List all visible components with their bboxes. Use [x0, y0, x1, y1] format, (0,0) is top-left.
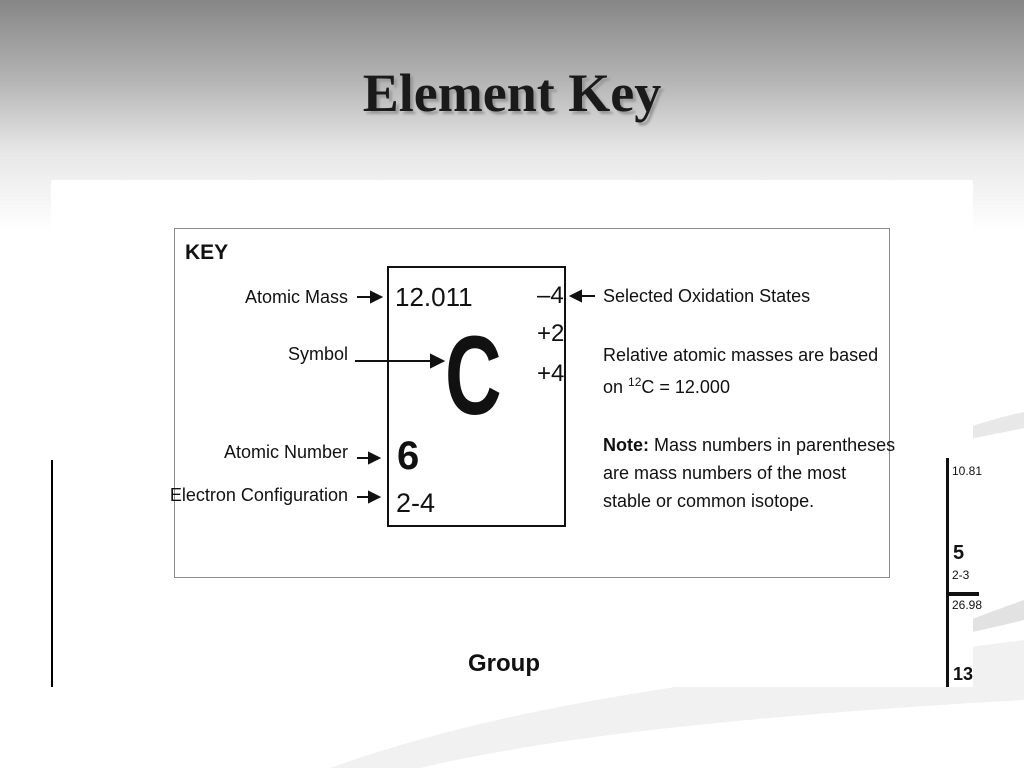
peek-aluminum-number: 13: [953, 664, 974, 684]
relative-mass-note-line1: Relative atomic masses are based: [603, 345, 879, 365]
label-electron-configuration: Electron Configuration: [169, 485, 348, 505]
mass-note-line3: stable or common isotope.: [603, 491, 815, 511]
note-label: Note:: [603, 435, 649, 455]
peek-aluminum-mass: 26.98: [952, 598, 983, 612]
element-atomic-number: 6: [397, 434, 420, 478]
periodic-table-edge: [946, 458, 983, 687]
mass-superscript: 12: [628, 375, 642, 389]
element-key-box: [169, 228, 896, 578]
atomic-number-arrow: [369, 453, 379, 463]
oxidation-state-1: –4: [537, 282, 564, 309]
element-cell-carbon: [387, 266, 566, 527]
element-atomic-mass: 12.011: [395, 282, 473, 312]
slide-title: Element Key: [362, 63, 662, 123]
key-heading: KEY: [185, 241, 229, 264]
mass-note-line2: are mass numbers of the most: [603, 463, 847, 483]
atomic-mass-arrow: [371, 292, 381, 302]
oxidation-arrow: [571, 291, 581, 301]
label-symbol: Symbol: [287, 344, 348, 364]
label-atomic-mass: Atomic Mass: [244, 287, 348, 307]
oxidation-state-2: +2: [537, 320, 565, 347]
peek-boron-number: 5: [953, 542, 965, 564]
group-heading: Group: [468, 650, 540, 677]
element-electron-configuration: 2-4: [396, 488, 436, 518]
mass-note-line1: Note: Mass numbers in parentheses: [603, 435, 896, 455]
peek-cell-boron: [949, 458, 983, 596]
peek-boron-config: 2-3: [952, 568, 970, 582]
label-atomic-number: Atomic Number: [223, 442, 348, 462]
peek-boron-mass: 10.81: [952, 464, 983, 478]
relative-mass-note-line2: on $^{12}$C = 12.000: [603, 375, 730, 397]
table-border-left: [51, 460, 53, 687]
electron-config-arrow: [369, 492, 379, 502]
content-panel: [51, 180, 983, 687]
element-symbol: C: [445, 313, 502, 438]
label-oxidation-states: Selected Oxidation States: [603, 286, 811, 306]
oxidation-state-3: +4: [537, 360, 565, 387]
